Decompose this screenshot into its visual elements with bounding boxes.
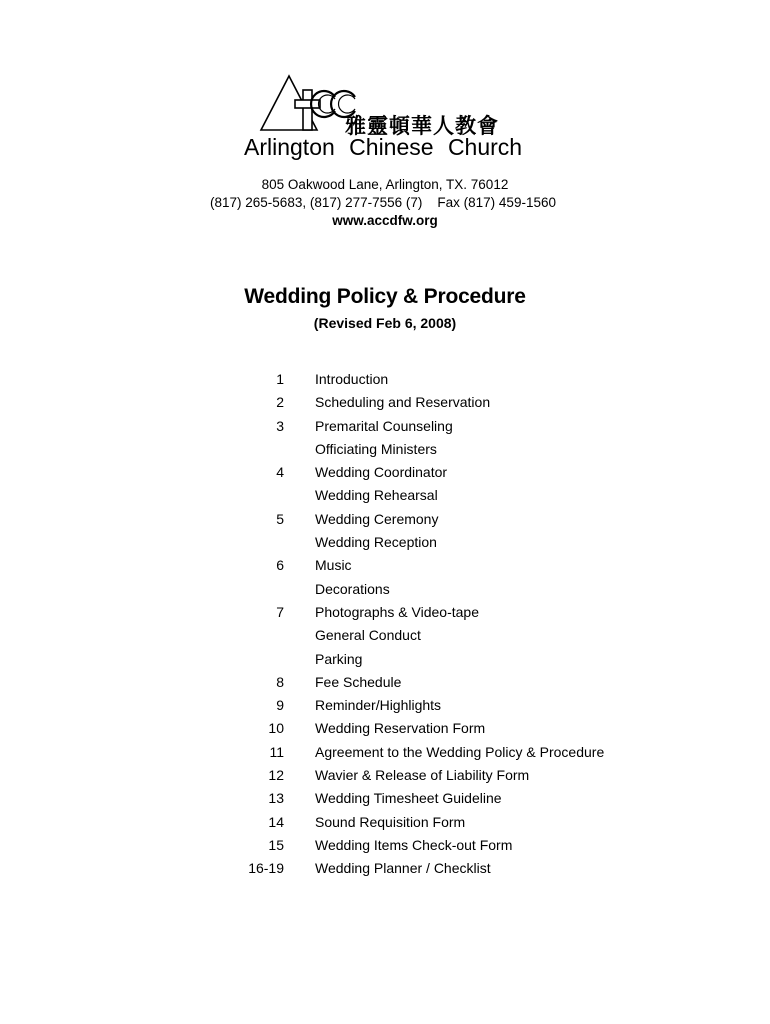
toc-section-label: Wavier & Release of Liability Form: [315, 767, 530, 784]
church-name-english: Arlington Chinese Church: [244, 134, 523, 160]
toc-section-number: 3: [276, 417, 284, 434]
page-title: Wedding Policy & Procedure: [244, 285, 526, 308]
toc-section-label: Wedding Timesheet Guideline: [315, 790, 502, 807]
toc-section-number: 11: [269, 743, 284, 760]
toc-section-label: Scheduling and Reservation: [315, 394, 491, 411]
toc-section-number: 1: [276, 371, 284, 387]
toc-section-number: 15: [268, 836, 284, 853]
toc-section-label: Agreement to the Wedding Policy & Procedure: [315, 743, 605, 760]
toc-section-label: Wedding Reservation Form: [315, 720, 486, 737]
toc-section-number: 13: [268, 790, 284, 807]
toc-section-number: 10: [268, 720, 284, 737]
address-line: 805 Oakwood Lane, Arlington, TX. 76012: [261, 177, 509, 192]
revision-date: (Revised Feb 6, 2008): [313, 315, 457, 331]
toc-section-label: Wedding Reception: [315, 534, 437, 551]
toc-section-label: General Conduct: [315, 627, 421, 644]
toc-section-number: 12: [268, 767, 284, 784]
toc-section-label: Decorations: [315, 580, 390, 597]
toc-section-number: 4: [276, 464, 284, 481]
toc-section-label: Parking: [315, 650, 363, 667]
toc-section-number: 8: [276, 673, 284, 690]
website-link[interactable]: www.accdfw.org: [332, 213, 438, 228]
toc-section-label: Music: [315, 557, 352, 574]
toc-section-label: Premarital Counseling: [315, 417, 453, 434]
toc-section-label: Wedding Planner / Checklist: [315, 860, 491, 877]
toc-section-number: 6: [276, 557, 284, 574]
toc-section-label: Wedding Ceremony: [315, 510, 439, 527]
phone-line: (817) 265-5683, (817) 277-7556 (7) Fax (817) 459-1560: [210, 195, 556, 210]
toc-section-number: 16-19: [248, 860, 284, 877]
toc-section-label: Wedding Coordinator: [315, 464, 448, 481]
church-name-chinese: 雅靈頓華人教會: [345, 113, 499, 138]
toc-section-number: 5: [276, 510, 284, 527]
toc-section-number: 14: [268, 813, 284, 830]
toc-section-label: Reminder/Highlights: [315, 697, 442, 714]
toc-section-label: Sound Requisition Form: [315, 813, 466, 830]
toc-section-label: Wedding Rehearsal: [315, 487, 438, 504]
toc-section-label: Officiating Ministers: [315, 440, 437, 457]
toc-section-label: Photographs & Video-tape: [315, 603, 479, 620]
toc-section-label: Wedding Items Check-out Form: [315, 836, 513, 853]
toc-section-number: 2: [276, 394, 284, 411]
toc-section-label: Fee Schedule: [315, 673, 402, 690]
toc-section-number: 7: [276, 603, 284, 620]
toc-section-number: 9: [276, 697, 284, 714]
toc-section-label: Introduction: [315, 371, 389, 387]
